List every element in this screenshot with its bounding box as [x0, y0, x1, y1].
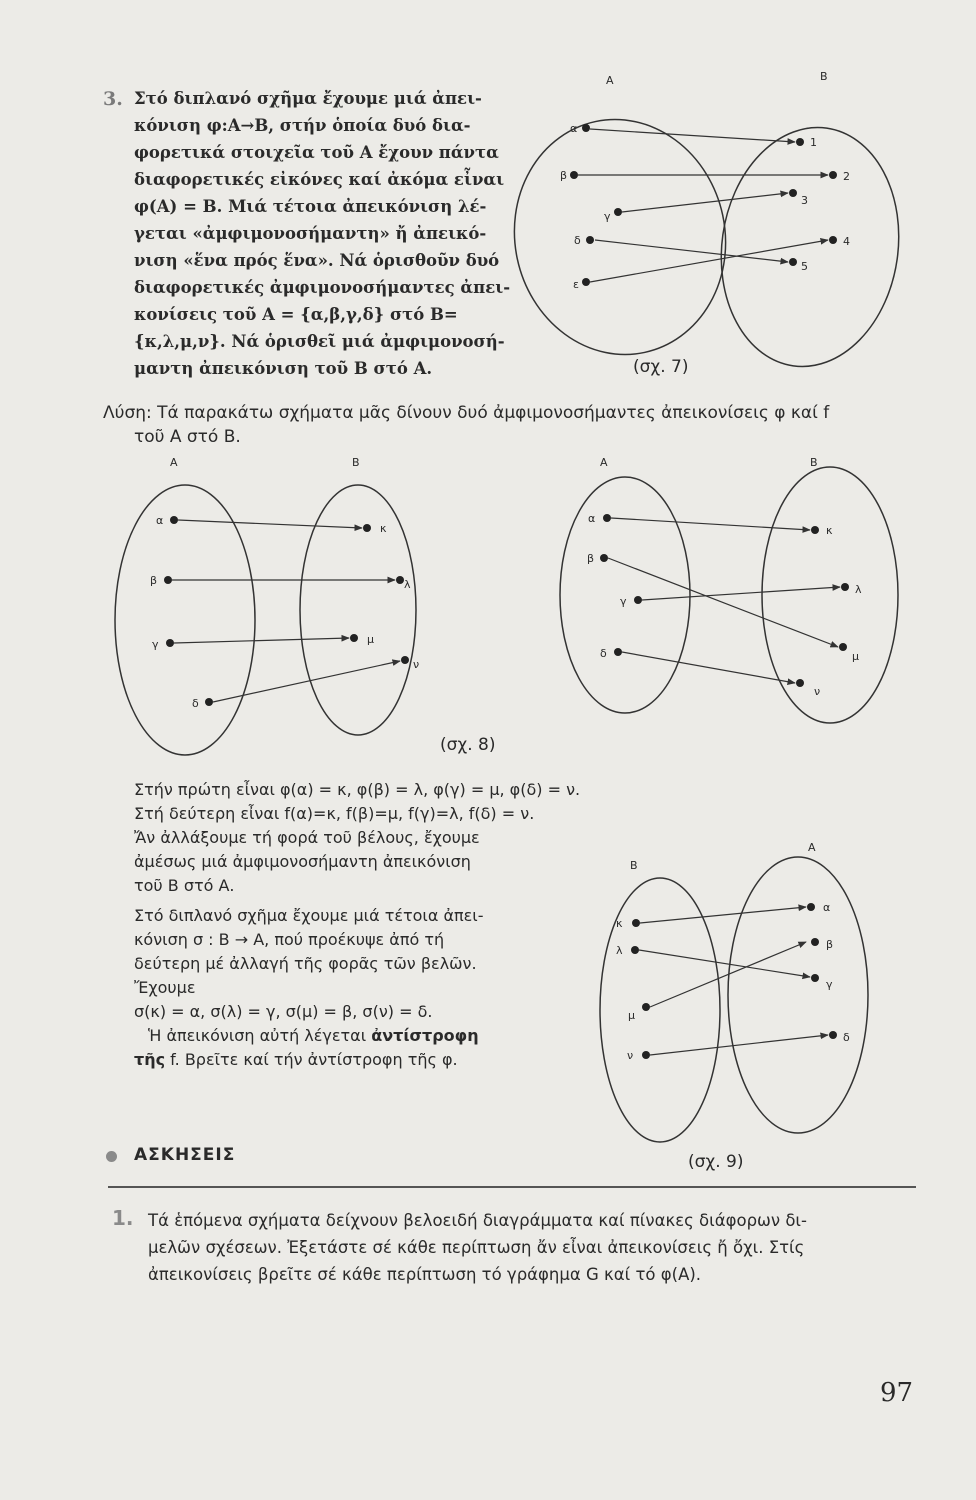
phi-label-alpha: α: [156, 514, 164, 527]
set-a-label: Α: [606, 74, 614, 87]
f-point-gamma: [634, 596, 642, 604]
problem-line: κόνιση φ:Α→Β, στήν ὁποία δυό δια-: [134, 116, 471, 135]
sigma-arrow-kappa: [640, 907, 806, 923]
exercise-line: ἀπεικονίσεις βρεῖτε σέ κάθε περίπτωση τό γράφημα G καί τό φ(Α).: [148, 1265, 702, 1284]
solution-line-2: τοῦ Α στό Β.: [134, 427, 241, 447]
section-divider: [108, 1186, 916, 1188]
exercise-number: 1.: [112, 1206, 134, 1230]
phi-point-kappa: [363, 524, 371, 532]
arrow-delta: [595, 240, 788, 262]
phi-point-nu: [401, 656, 409, 664]
f-label-nu: ν: [814, 685, 821, 698]
inverse-prefix: Ἡ ἀπεικόνιση αὐτή λέγεται: [148, 1026, 367, 1045]
f-label-delta: δ: [600, 647, 607, 660]
arrow-alpha: [590, 129, 795, 142]
text-line: κόνιση σ : Β → Α, πού προέκυψε ἀπό τή: [134, 930, 445, 949]
phi-label-kappa: κ: [380, 522, 387, 535]
set-b-label: Β: [820, 70, 828, 83]
phi-arrow-alpha: [178, 520, 362, 528]
phi-point-alpha: [170, 516, 178, 524]
figure-9-diagram: [580, 835, 910, 1175]
sigma-label-kappa: κ: [616, 917, 623, 930]
problem-line: φορετικά στοιχεῖα τοῦ Α ἔχουν πάντα: [134, 143, 499, 162]
sigma-point-delta: [829, 1031, 837, 1039]
right-set-b-label: Β: [810, 456, 818, 469]
point-3: [789, 189, 797, 197]
f-point-kappa: [811, 526, 819, 534]
problem-line: Στό διπλανό σχῆμα ἔχουμε μιά ἀπει-: [134, 89, 482, 108]
bullet-icon: [106, 1151, 117, 1162]
phi-point-delta: [205, 698, 213, 706]
sigma-point-nu: [642, 1051, 650, 1059]
phi-label-nu: ν: [413, 658, 420, 671]
sigma-point-kappa: [632, 919, 640, 927]
fig9-set-b-label: Β: [630, 859, 638, 872]
exercises-heading: ΑΣΚΗΣΕΙΣ: [134, 1145, 236, 1165]
figure-9-caption: (σχ. 9): [688, 1152, 744, 1172]
phi-label-beta: β: [150, 574, 158, 587]
figure-8-caption: (σχ. 8): [440, 735, 496, 755]
text-line: τοῦ Β στό Α.: [134, 876, 235, 895]
problem-line: διαφορετικές ἀμφιμονοσήμαντες ἀπει-: [134, 278, 511, 297]
left-set-b-outline: [300, 485, 416, 735]
arrow-gamma: [622, 193, 788, 212]
text-line: ἀμέσως μιά ἀμφιμονοσήμαντη ἀπεικόνιση: [134, 852, 471, 871]
f-label-gamma: γ: [620, 595, 627, 608]
sigma-label-delta: δ: [843, 1031, 850, 1044]
point-1: [796, 138, 804, 146]
problem-3-text: [134, 85, 510, 382]
label-gamma: γ: [604, 210, 611, 223]
f-label-mu: μ: [852, 650, 859, 663]
text-line: δεύτερη μέ ἀλλαγή τῆς φορᾶς τῶν βελῶν.: [134, 954, 477, 973]
phi-point-lambda: [396, 576, 404, 584]
sigma-label-alpha: α: [823, 901, 831, 914]
label-3: 3: [801, 194, 808, 207]
problem-line: διαφορετικές εἰκόνες καί ἀκόμα εἶναι: [134, 170, 505, 189]
problem-number: 3.: [103, 88, 123, 110]
figure-7-caption: (σχ. 7): [633, 357, 689, 377]
sigma-label-mu: μ: [628, 1009, 635, 1022]
set-b-outline: [706, 116, 914, 378]
sigma-point-gamma: [811, 974, 819, 982]
label-1: 1: [810, 136, 817, 149]
left-set-a-label: Α: [170, 456, 178, 469]
problem-line: {κ,λ,μ,ν}. Νά ὁρισθεῖ μιά ἀμφιμονοσή-: [134, 332, 505, 351]
exercise-line: Τά ἑπόμενα σχήματα δείχνουν βελοειδή διαγράμματα καί πίνακες διάφορων δι-: [148, 1211, 807, 1230]
sigma-label-beta: β: [826, 938, 834, 951]
point-5: [789, 258, 797, 266]
fig9-set-a-label: Α: [808, 841, 816, 854]
sigma-label-gamma: γ: [826, 978, 833, 991]
inverse-definition-line: [134, 1024, 580, 1048]
problem-line: κονίσεις τοῦ Α = {α,β,γ,δ} στό Β=: [134, 305, 458, 324]
exercise-line: μελῶν σχέσεων. Ἐξετάστε σέ κάθε περίπτωση ἄν εἶναι ἀπεικονίσεις ἤ ὄχι. Στίς: [148, 1238, 805, 1257]
point-2: [829, 171, 837, 179]
f-label-kappa: κ: [826, 524, 833, 537]
label-2: 2: [843, 170, 850, 183]
f-label-beta: β: [587, 552, 595, 565]
sigma-point-lambda: [631, 946, 639, 954]
f-arrow-gamma: [642, 587, 840, 600]
text-line: Ἄν ἀλλάξουμε τή φορά τοῦ βέλους, ἔχουμε: [134, 828, 480, 847]
page-number: 97: [880, 1378, 914, 1408]
phi-arrow-gamma: [174, 638, 349, 643]
sigma-point-mu: [642, 1003, 650, 1011]
figure-8-diagrams: [0, 450, 976, 770]
solution-line-1: [103, 400, 829, 427]
set-a-outline: [493, 100, 747, 375]
sigma-point-alpha: [807, 903, 815, 911]
f-arrow-delta: [622, 652, 795, 683]
inverse-line2-rest: f. Βρεῖτε καί τήν ἀντίστροφη τῆς φ.: [165, 1050, 458, 1069]
text-line: Στό διπλανό σχῆμα ἔχουμε μιά τέτοια ἀπει-: [134, 906, 484, 925]
text-line: Στή δεύτερη εἶναι f(α)=κ, f(β)=μ, f(γ)=λ, f(δ) = ν.: [134, 804, 535, 823]
explanation-text: [134, 778, 580, 1072]
label-beta: β: [560, 169, 568, 182]
phi-label-gamma: γ: [152, 638, 159, 651]
exercise-1-text: [148, 1207, 807, 1288]
solution-text: Τά παρακάτω σχήματα μᾶς δίνουν δυό ἀμφιμονοσήμαντες ἀπεικονίσεις φ καί f: [157, 403, 830, 423]
sigma-arrow-nu: [650, 1035, 828, 1055]
label-epsilon: ε: [573, 278, 579, 291]
fig9-set-a-outline: [728, 857, 868, 1133]
left-set-b-label: Β: [352, 456, 360, 469]
problem-line: μαντη ἀπεικόνιση τοῦ Β στό Α.: [134, 359, 433, 378]
point-delta: [586, 236, 594, 244]
f-label-alpha: α: [588, 512, 596, 525]
phi-point-beta: [164, 576, 172, 584]
phi-point-mu: [350, 634, 358, 642]
f-arrow-alpha: [611, 518, 810, 530]
f-arrow-beta: [608, 558, 838, 647]
problem-line: γεται «ἀμφιμονοσήμαντη» ἤ ἀπεικό-: [134, 224, 487, 243]
f-point-delta: [614, 648, 622, 656]
f-point-lambda: [841, 583, 849, 591]
point-4: [829, 236, 837, 244]
f-point-mu: [839, 643, 847, 651]
label-alpha: α: [570, 122, 578, 135]
sigma-point-beta: [811, 938, 819, 946]
left-set-a-outline: [115, 485, 255, 755]
point-beta: [570, 171, 578, 179]
inverse-line2-prefix: τῆς: [134, 1050, 166, 1069]
problem-line: φ(Α) = Β. Μιά τέτοια ἀπεικόνιση λέ-: [134, 197, 487, 216]
sigma-label-nu: ν: [627, 1049, 634, 1062]
label-delta: δ: [574, 234, 581, 247]
phi-label-mu: μ: [367, 633, 374, 646]
f-point-nu: [796, 679, 804, 687]
phi-label-delta: δ: [192, 697, 199, 710]
text-line: Στήν πρώτη εἶναι φ(α) = κ, φ(β) = λ, φ(γ) = μ, φ(δ) = ν.: [134, 780, 581, 799]
label-5: 5: [801, 260, 808, 273]
figure-7-diagram: [490, 62, 930, 382]
phi-label-lambda: λ: [404, 578, 411, 591]
inverse-definition-line-2: [134, 1048, 580, 1072]
solution-label: Λύση:: [103, 403, 152, 423]
text-line: Ἔχουμε: [134, 978, 196, 997]
point-epsilon: [582, 278, 590, 286]
label-4: 4: [843, 235, 850, 248]
point-gamma: [614, 208, 622, 216]
problem-line: νιση «ἕνα πρός ἕνα». Νά ὁρισθοῦν δυό: [134, 251, 500, 270]
point-alpha: [582, 124, 590, 132]
sigma-label-lambda: λ: [616, 944, 623, 957]
phi-point-gamma: [166, 639, 174, 647]
text-line: σ(κ) = α, σ(λ) = γ, σ(μ) = β, σ(ν) = δ.: [134, 1002, 433, 1021]
f-label-lambda: λ: [855, 583, 862, 596]
f-point-beta: [600, 554, 608, 562]
inverse-term: ἀντίστροφη: [371, 1026, 479, 1045]
right-set-a-label: Α: [600, 456, 608, 469]
right-set-b-outline: [762, 467, 898, 723]
sigma-arrow-lambda: [639, 950, 810, 977]
f-point-alpha: [603, 514, 611, 522]
